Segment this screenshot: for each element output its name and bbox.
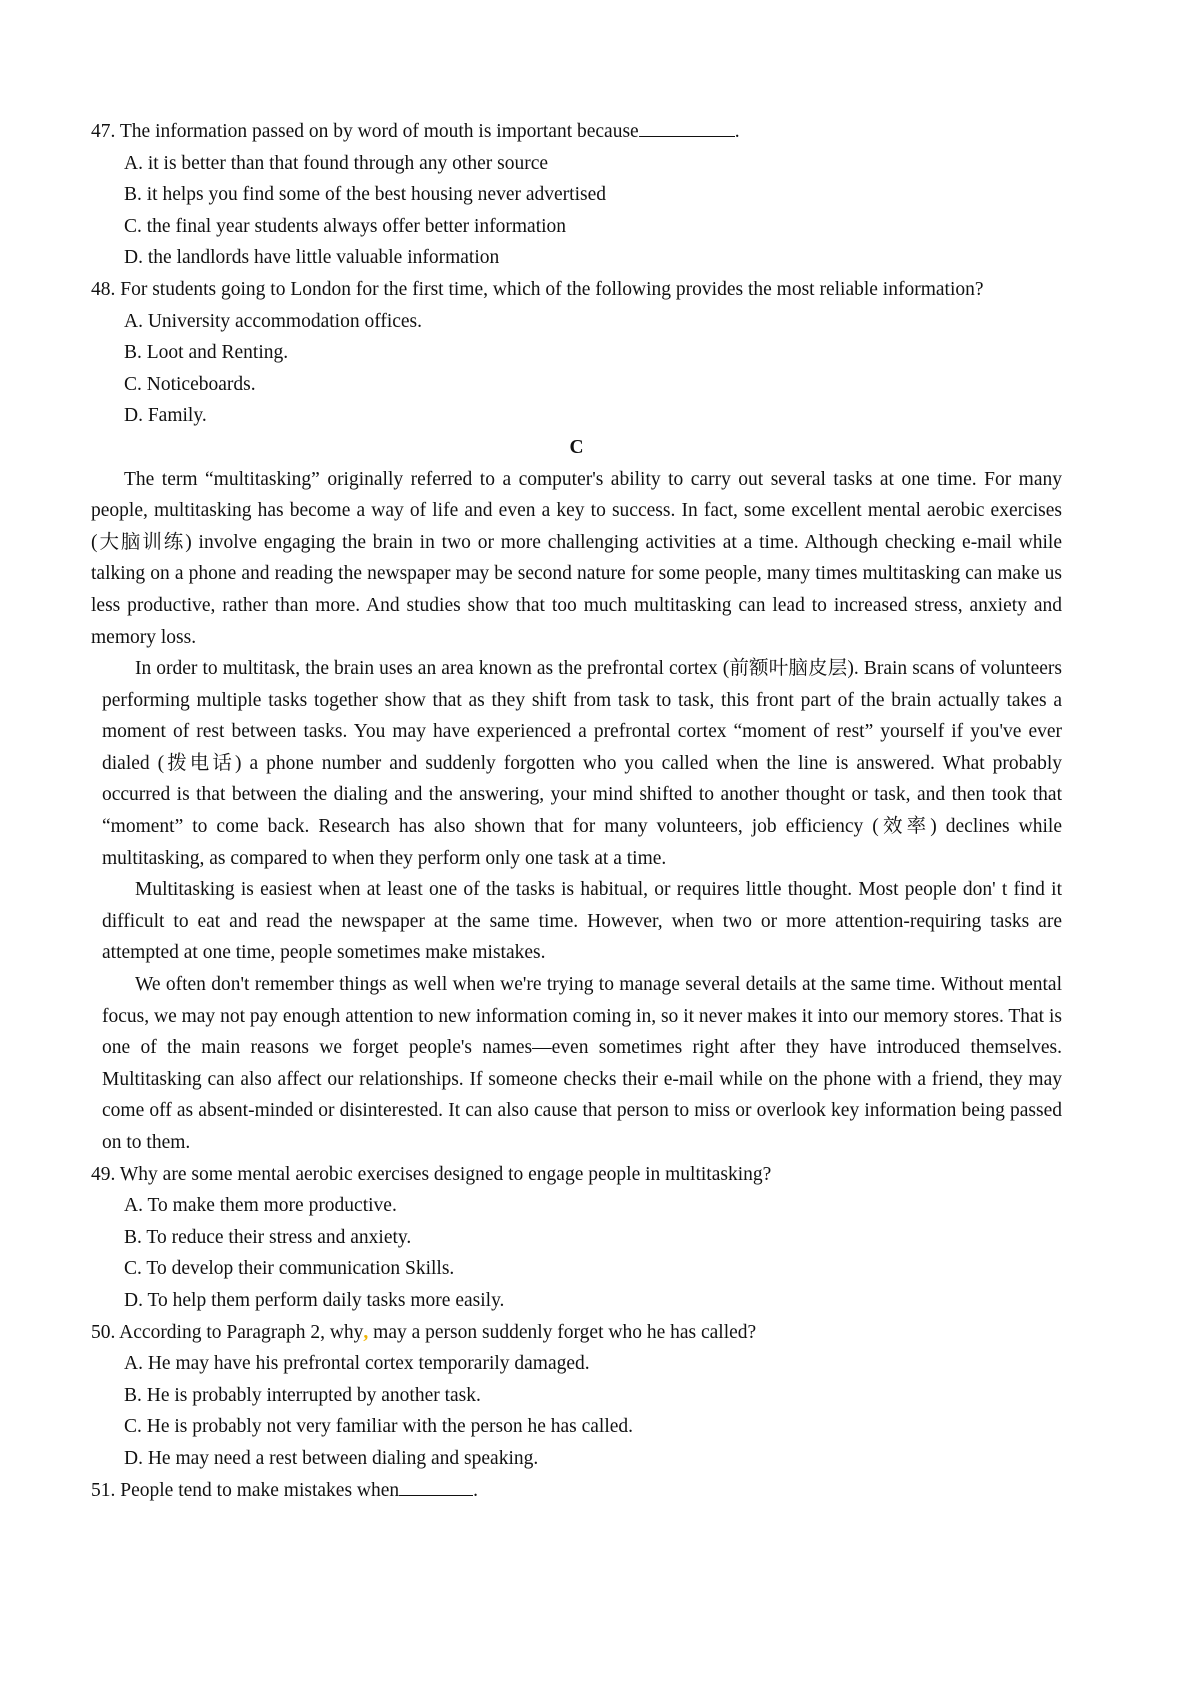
question-50-option-d: D. He may need a rest between dialing and speaking. xyxy=(124,1447,539,1469)
question-50-option-b: B. He is probably interrupted by another task. xyxy=(124,1384,481,1406)
question-47-stem: 47. The information passed on by word of mouth is important because xyxy=(91,121,639,142)
question-48-option-d: D. Family. xyxy=(124,405,207,427)
answer-blank xyxy=(639,117,735,138)
question-47-option-d: D. the landlords have little valuable information xyxy=(124,247,500,269)
question-50-stem-end: may a person suddenly forget who he has called? xyxy=(368,1321,757,1343)
question-47-option-c: C. the final year students always offer better information xyxy=(124,215,567,237)
section-c xyxy=(91,432,1062,1159)
passage-paragraph-4: We often don't remember things as well when we're trying to manage several details at the same time. Without mental focus, we may not pay enough attention to new information coming in, so it never makes it into our memory stores. That is one of the main reasons we forget people's names—even sometimes right after they have introduced themselves. Multitasking can also affect our relationships. If someone checks their e-mail while on the phone with a friend, they may come off as absent-minded or disinterested. It can also cause that person to miss or overlook key information being passed on to them. xyxy=(102,974,1062,1153)
section-heading: C xyxy=(569,436,584,458)
question-48 xyxy=(91,274,1062,432)
question-49-option-d: D. To help them perform daily tasks more easily. xyxy=(124,1289,505,1311)
question-50 xyxy=(91,1317,1062,1475)
question-49-stem: 49. Why are some mental aerobic exercises designed to engage people in multitasking? xyxy=(91,1163,772,1185)
question-51 xyxy=(91,1475,1062,1507)
question-48-option-c: C. Noticeboards. xyxy=(124,373,256,395)
passage-paragraph-1: The term “multitasking” originally referred to a computer's ability to carry out several tasks at one time. For many people, multitasking has become a way of life and even a key to success. In fact, some excellent mental aerobic exercises (大脑训练) involve engaging the brain in two or more challenging activities at a time. Although checking e-mail while talking on a phone and reading the newspaper may be second nature for some people, many times multitasking can make us less productive, rather than more. And studies show that too much multitasking can lead to increased stress, anxiety and memory loss. xyxy=(91,468,1062,648)
question-49-option-b: B. To reduce their stress and anxiety. xyxy=(124,1226,412,1248)
question-50-stem-start: 50. According to Paragraph 2, why xyxy=(91,1321,364,1343)
question-49-option-c: C. To develop their communication Skills. xyxy=(124,1258,455,1280)
question-50-option-c: C. He is probably not very familiar with the person he has called. xyxy=(124,1416,634,1438)
question-47-option-b: B. it helps you find some of the best housing never advertised xyxy=(124,184,606,206)
answer-blank xyxy=(399,1475,473,1496)
question-49 xyxy=(91,1159,1062,1317)
passage-paragraph-3: Multitasking is easiest when at least one of the tasks is habitual, or requires little thought. Most people don' t find it difficult to eat and read the newspaper at the same time. However, when two or more attention-requiring tasks are attempted at one time, people sometimes make mistakes. xyxy=(102,879,1062,964)
stray-comma-mark: , xyxy=(363,1321,369,1343)
question-47 xyxy=(91,116,1062,274)
question-51-stem: 51. People tend to make mistakes when xyxy=(91,1479,400,1501)
question-47-option-a: A. it is better than that found through any other source xyxy=(124,152,549,174)
question-50-option-a: A. He may have his prefrontal cortex temporarily damaged. xyxy=(124,1353,590,1375)
question-51-stem-end: . xyxy=(473,1479,479,1501)
passage-paragraph-2: In order to multitask, the brain uses an area known as the prefrontal cortex (前额叶脑皮层). Brain scans of volunteers performing multiple tasks together show that as they shift from task to task, this front part of the brain actually takes a moment of rest between tasks. You may have experienced a prefrontal cortex “moment of rest” yourself if you've ever dialed (拨电话) a phone number and suddenly forgotten who you called when the line is answered. What probably occurred is that between the dialing and the answering, your mind shifted to another thought or task, and then took that “moment” to come back. Research has also shown that for many volunteers, job efficiency (效率) declines while multitasking, as compared to when they perform only one task at a time. xyxy=(102,658,1062,869)
question-48-stem: 48. For students going to London for the first time, which of the following provides the most reliable information? xyxy=(91,278,984,300)
exam-page xyxy=(91,116,1062,1506)
question-48-option-a: A. University accommodation offices. xyxy=(124,310,423,332)
question-49-option-a: A. To make them more productive. xyxy=(124,1195,397,1217)
question-48-option-b: B. Loot and Renting. xyxy=(124,342,289,364)
question-47-stem-end: . xyxy=(734,121,740,142)
